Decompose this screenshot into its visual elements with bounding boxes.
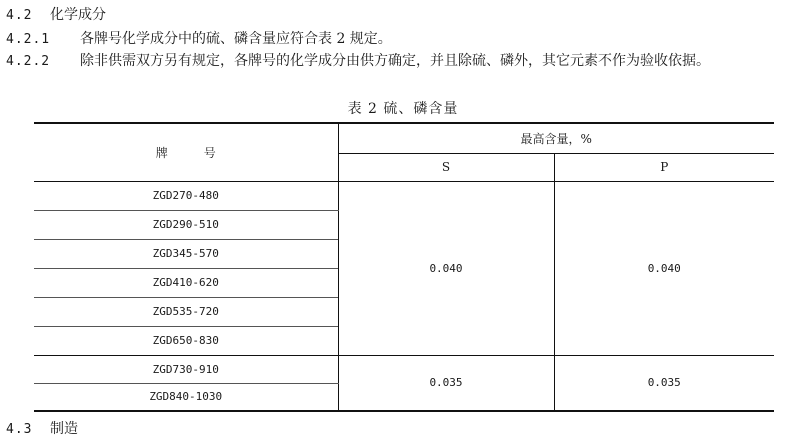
header-max-content: 最高含量，% bbox=[338, 123, 774, 153]
clause-number: 4.2.2 bbox=[6, 54, 51, 69]
sulfur-phosphorus-table bbox=[34, 122, 774, 412]
section-heading bbox=[6, 4, 106, 24]
grade-cell: ZGD290-510 bbox=[34, 210, 338, 239]
section-title: 化学成分 bbox=[50, 7, 106, 23]
grade-cell: ZGD410-620 bbox=[34, 268, 338, 297]
grade-cell: ZGD840-1030 bbox=[34, 383, 338, 411]
next-section-heading bbox=[6, 418, 78, 438]
s-value-group1: 0.040 bbox=[338, 181, 554, 355]
header-p: P bbox=[554, 153, 774, 181]
grade-cell: ZGD650-830 bbox=[34, 326, 338, 355]
clause-4-2-2 bbox=[6, 50, 796, 73]
s-value-group2: 0.035 bbox=[338, 355, 554, 411]
section-number: 4.3 bbox=[6, 422, 33, 437]
clause-text: 除非供需双方另有规定，各牌号的化学成分由供方确定，并且除硫、磷外，其它元素不作为验收依据。 bbox=[80, 53, 710, 69]
grade-cell: ZGD270-480 bbox=[34, 181, 338, 210]
header-grade: 牌 号 bbox=[34, 123, 338, 181]
clause-number: 4.2.1 bbox=[6, 32, 51, 47]
grade-cell: ZGD535-720 bbox=[34, 297, 338, 326]
section-number: 4.2 bbox=[6, 8, 33, 23]
section-title: 制造 bbox=[50, 421, 78, 437]
grade-cell: ZGD730-910 bbox=[34, 355, 338, 383]
grade-cell: ZGD345-570 bbox=[34, 239, 338, 268]
header-s: S bbox=[338, 153, 554, 181]
clause-4-2-1 bbox=[6, 28, 392, 48]
table-caption: 表 2 硫、磷含量 bbox=[347, 101, 459, 117]
p-value-group2: 0.035 bbox=[554, 355, 774, 411]
clause-text: 各牌号化学成分中的硫、磷含量应符合表 2 规定。 bbox=[80, 31, 392, 47]
p-value-group1: 0.040 bbox=[554, 181, 774, 355]
